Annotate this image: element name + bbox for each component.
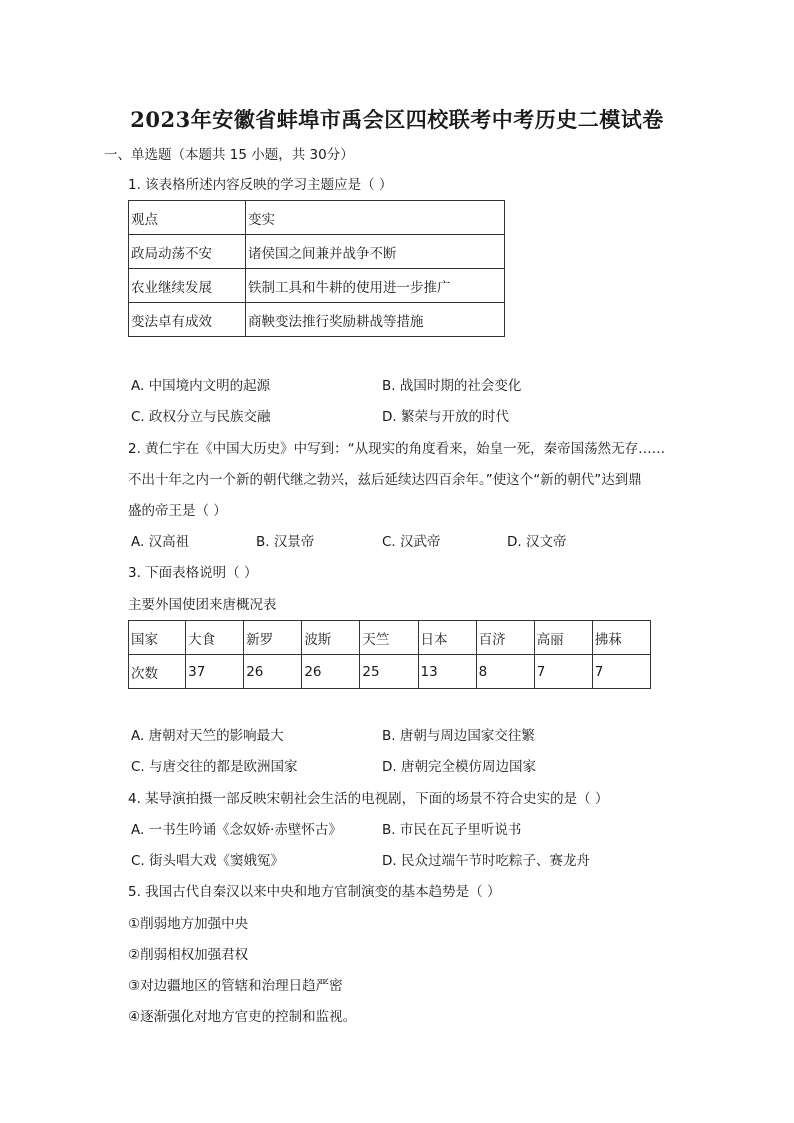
question-2-option-c: C. 汉武帝	[382, 534, 441, 550]
question-4-stem: 4. 某导演拍摄一部反映宋朝社会生活的电视剧，下面的场景不符合史实的是（ ）	[128, 791, 609, 807]
question-3-option-b: B. 唐朝与周边国家交往繁	[382, 728, 535, 744]
table-cell: 7	[592, 655, 650, 689]
table-cell: 新罗	[244, 621, 302, 655]
table-cell: 日本	[418, 621, 476, 655]
question-1-table	[128, 200, 505, 337]
question-1-option-b: B. 战国时期的社会变化	[382, 378, 522, 394]
table-cell: 政局动荡不安	[129, 235, 246, 269]
question-2-option-a: A. 汉高祖	[131, 534, 190, 550]
question-3-table	[128, 620, 651, 689]
table-cell: 13	[418, 655, 476, 689]
question-3-stem: 3. 下面表格说明（ ）	[128, 565, 258, 581]
question-3-option-c: C. 与唐交往的都是欧洲国家	[131, 759, 298, 775]
table-cell: 8	[476, 655, 534, 689]
table-cell: 天竺	[360, 621, 418, 655]
page-title: 2023年安徽省蚌埠市禹会区四校联考中考历史二模试卷	[130, 107, 664, 132]
question-2-option-d: D. 汉文帝	[507, 534, 567, 550]
table-row	[129, 201, 505, 235]
question-1-option-a: A. 中国境内文明的起源	[131, 378, 271, 394]
table-cell: 26	[244, 655, 302, 689]
table-cell: 大食	[186, 621, 244, 655]
table-cell: 百济	[476, 621, 534, 655]
table-cell: 高丽	[534, 621, 592, 655]
question-1-option-c: C. 政权分立与民族交融	[131, 409, 271, 425]
table-cell: 26	[302, 655, 360, 689]
question-2-stem-line3: 盛的帝王是（ ）	[128, 503, 227, 519]
table-cell: 25	[360, 655, 418, 689]
table-row	[129, 621, 651, 655]
table-cell: 变实	[246, 201, 505, 235]
question-4-option-a: A. 一书生吟诵《念奴娇·赤壁怀古》	[131, 822, 342, 838]
question-5-stem: 5. 我国古代自秦汉以来中央和地方官制演变的基本趋势是（ ）	[128, 884, 501, 900]
section-heading: 一、单选题（本题共 15 小题，共 30分）	[104, 147, 354, 163]
question-3-table-caption: 主要外国使团来唐概况表	[128, 597, 277, 613]
table-row	[129, 303, 505, 337]
question-2-stem-line2: 不出十年之内一个新的朝代继之勃兴，兹后延续达四百余年。”使这个“新的朝代”达到鼎	[128, 472, 642, 488]
table-row	[129, 655, 651, 689]
table-cell: 拂菻	[592, 621, 650, 655]
question-4-option-d: D. 民众过端午节时吃粽子、赛龙舟	[382, 853, 590, 869]
question-5-item-2: ②削弱相权加强君权	[128, 947, 249, 963]
table-row	[129, 269, 505, 303]
table-cell: 农业继续发展	[129, 269, 246, 303]
question-1-option-d: D. 繁荣与开放的时代	[382, 409, 509, 425]
question-4-option-c: C. 街头唱大戏《窦娥冤》	[131, 853, 285, 869]
table-cell: 国家	[129, 621, 186, 655]
table-cell: 铁制工具和牛耕的使用进一步推广	[246, 269, 505, 303]
question-3-option-a: A. 唐朝对天竺的影响最大	[131, 728, 284, 744]
table-cell: 7	[534, 655, 592, 689]
question-4-option-b: B. 市民在瓦子里听说书	[382, 822, 522, 838]
question-5-item-1: ①削弱地方加强中央	[128, 916, 249, 932]
question-5-item-3: ③对边疆地区的管辖和治理日趋严密	[128, 978, 343, 994]
table-cell: 37	[186, 655, 244, 689]
question-1-stem: 1. 该表格所述内容反映的学习主题应是（ ）	[128, 177, 393, 193]
question-3-option-d: D. 唐朝完全模仿周边国家	[382, 759, 536, 775]
table-cell: 次数	[129, 655, 186, 689]
table-row	[129, 235, 505, 269]
question-5-item-4: ④逐渐强化对地方官吏的控制和监视。	[128, 1009, 357, 1025]
table-cell: 变法卓有成效	[129, 303, 246, 337]
table-cell: 波斯	[302, 621, 360, 655]
question-2-stem-line1: 2. 黄仁宇在《中国大历史》中写到：“从现实的角度看来，始皇一死，秦帝国荡然无存……	[128, 441, 666, 457]
table-cell: 商鞅变法推行奖励耕战等措施	[246, 303, 505, 337]
question-2-option-b: B. 汉景帝	[256, 534, 315, 550]
table-cell: 诸侯国之间兼并战争不断	[246, 235, 505, 269]
table-cell: 观点	[129, 201, 246, 235]
